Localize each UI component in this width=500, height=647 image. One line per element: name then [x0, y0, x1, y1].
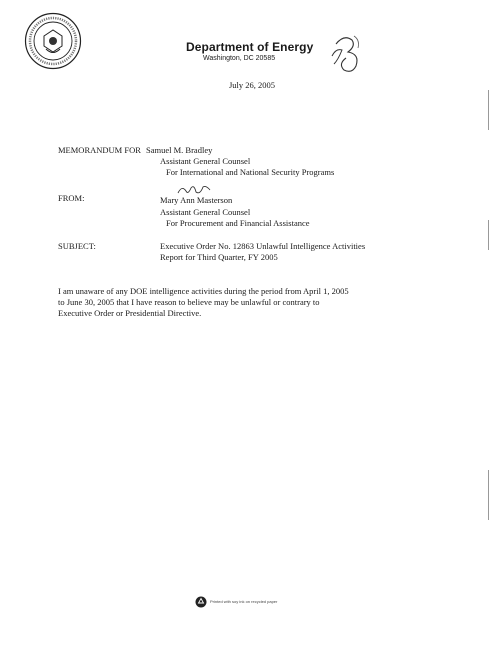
subject-label: SUBJECT: [58, 241, 96, 251]
to-title-1: Assistant General Counsel [160, 156, 251, 166]
scan-artifact [488, 220, 489, 250]
from-title-1: Assistant General Counsel [160, 207, 251, 217]
from-title-2: For Procurement and Financial Assistance [166, 218, 310, 228]
to-title-2: For International and National Security Programs [166, 167, 335, 177]
from-label: FROM: [58, 193, 85, 203]
body-line-3: Executive Order or Presidential Directive. [58, 308, 202, 318]
body-line-1: I am unaware of any DOE intelligence activities during the period from April 1, 2005 [58, 286, 349, 296]
subject-line-1: Executive Order No. 12863 Unlawful Intelligence Activities [160, 241, 366, 251]
to-name: Samuel M. Bradley [146, 145, 213, 155]
agency-address: Washington, DC 20585 [203, 55, 276, 62]
recycled-paper-icon [195, 595, 207, 607]
scan-artifact [488, 470, 489, 520]
footer-note: Printed with soy ink on recycled paper [210, 598, 278, 604]
to-label: MEMORANDUM FOR [58, 145, 141, 155]
body-line-2: to June 30, 2005 that I have reason to believe may be unlawful or contrary to [58, 297, 320, 307]
memo-date: July 26, 2005 [229, 80, 276, 90]
from-name: Mary Ann Masterson [160, 195, 233, 205]
footer [195, 595, 277, 607]
agency-title: Department of Energy [186, 40, 314, 54]
subject-line-2: Report for Third Quarter, FY 2005 [160, 252, 278, 262]
handwritten-initials-icon [326, 30, 366, 82]
scan-artifact [488, 90, 489, 130]
doe-seal-icon [24, 12, 82, 70]
